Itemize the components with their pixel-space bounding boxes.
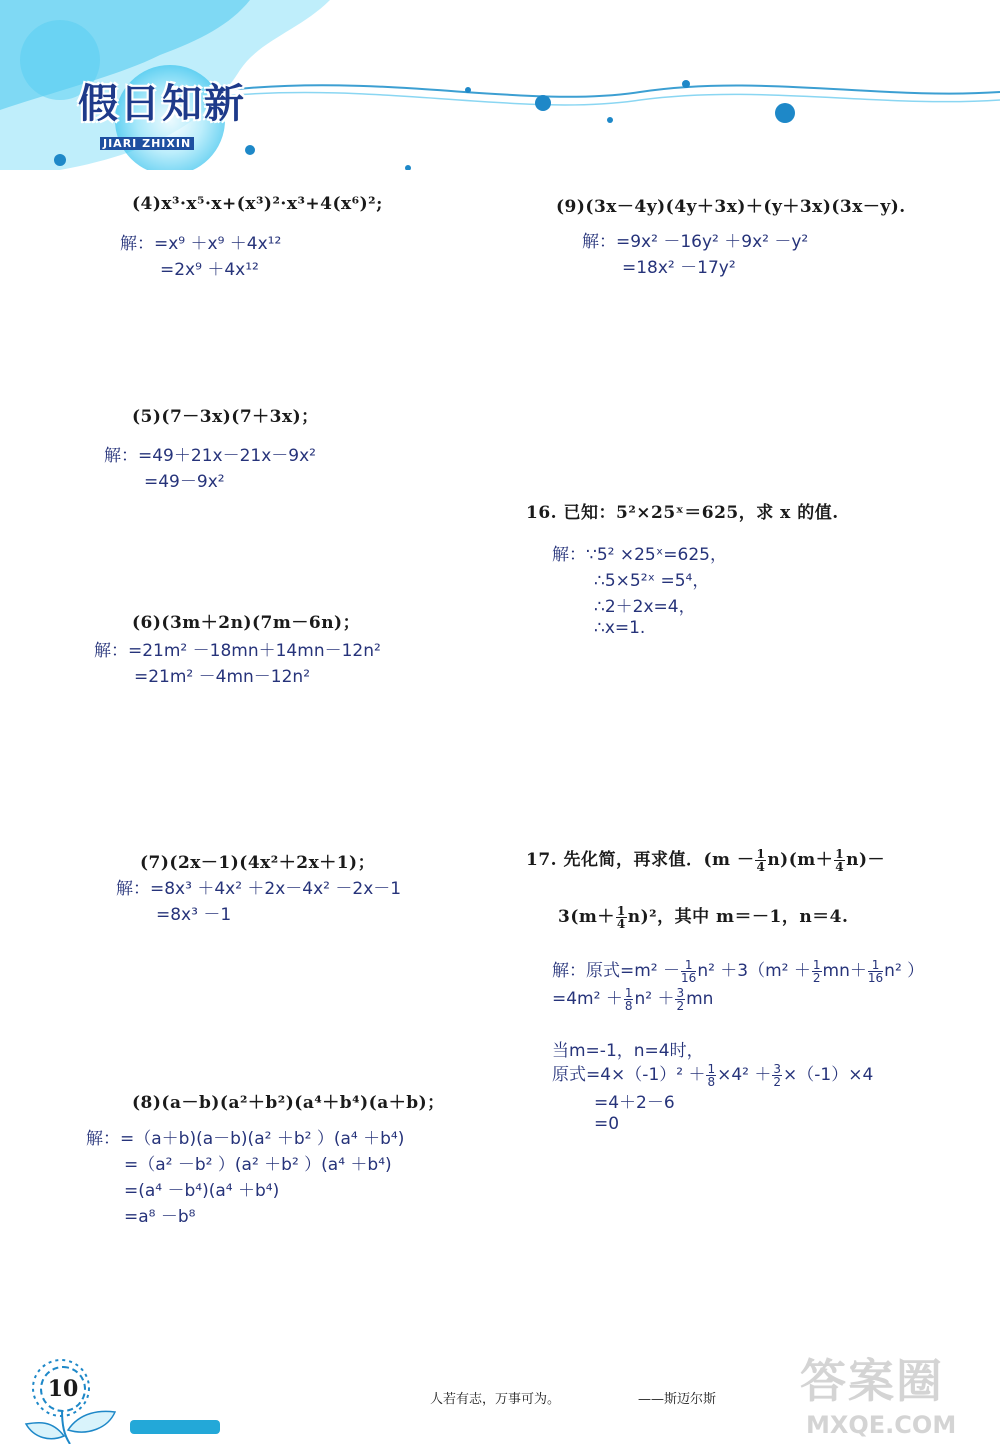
problem-8-answer-line-2: =（a² －b² ）(a² ＋b² ）(a⁴ ＋b⁴): [124, 1155, 392, 1175]
fraction-one-half: $\frac{1}{2}$: [812, 957, 821, 985]
fraction-one-eighth: $\frac{1}{8}$: [707, 1061, 716, 1089]
problem-5-question: (5)(7－3x)(7＋3x)；: [132, 407, 319, 427]
problem-6-answer-line-1: 解：=21m² －18mn＋14mn－12n²: [94, 641, 381, 661]
logo-title: 假日知新: [78, 81, 246, 127]
fraction-three-halves: $\frac{3}{2}$: [676, 985, 685, 1013]
problem-16-answer-line-4: ∴x=1.: [594, 618, 646, 638]
problem-17-question-line-1: [526, 845, 885, 873]
problem-4-answer-line-2: =2x⁹ ＋4x¹²: [160, 260, 259, 280]
problem-17-step-2: =4m² ＋ $\frac{1}{8}$ n² ＋ $\frac{3}{2}$ mn: [552, 985, 714, 1013]
fraction-one-quarter: $\frac{1}{4}$: [756, 847, 766, 874]
problem-17-step-3: 当m=-1，n=4时，: [552, 1041, 704, 1061]
problem-16-answer-line-3: ∴2＋2x=4，: [594, 597, 696, 617]
fraction-one-eighth: $\frac{1}{8}$: [624, 985, 633, 1013]
fraction-one-sixteenth: $\frac{1}{16}$: [867, 957, 884, 985]
problem-7-answer-line-1: 解：=8x³ ＋4x² ＋2x－4x² －2x－1: [116, 879, 402, 899]
problem-17-text: n)²，其中 m＝－1，n＝4.: [627, 907, 849, 927]
problem-17-step-5: =4＋2－6: [594, 1093, 675, 1113]
problem-17-text: n)－: [846, 850, 886, 870]
problem-6-question: (6)(3m＋2n)(7m－6n)；: [132, 613, 361, 633]
problem-9-question: (9)(3x－4y)(4y＋3x)＋(y＋3x)(3x－y).: [556, 197, 906, 217]
fraction-one-sixteenth: $\frac{1}{16}$: [681, 957, 697, 985]
problem-17-text: 17. 先化简，再求值．(m －: [526, 850, 755, 870]
problem-6-answer-line-2: =21m² －4mn－12n²: [134, 667, 311, 687]
logo-subtitle: JIARI ZHIXIN: [100, 137, 194, 150]
problem-9-answer-line-2: =18x² －17y²: [622, 258, 736, 278]
footer-tab: [130, 1420, 220, 1434]
problem-4-answer-line-1: 解：=x⁹ ＋x⁹ ＋4x¹²: [120, 234, 282, 254]
footer-quote: 人若有志，万事可为。: [430, 1392, 561, 1407]
page-number: 10: [40, 1366, 86, 1412]
problem-5-answer-line-2: =49－9x²: [144, 472, 225, 492]
watermark: [800, 1345, 956, 1439]
problem-16-answer-line-1: 解：∵5² ×25ˣ=625，: [552, 545, 727, 565]
fraction-three-halves: $\frac{3}{2}$: [773, 1061, 782, 1089]
problem-17-step-4: 原式=4×（-1）² ＋ $\frac{1}{8}$ ×4² ＋ $\frac{3}{2}$ ×（-1）×4: [552, 1061, 874, 1089]
problem-17-text: 3(m＋: [558, 907, 615, 927]
problem-17-text: n)(m＋: [767, 850, 834, 870]
problem-8-answer-line-4: =a⁸ －b⁸: [124, 1207, 196, 1227]
problem-8-answer-line-1: 解：=（a＋b)(a－b)(a² ＋b² ）(a⁴ ＋b⁴): [86, 1129, 405, 1149]
watermark-url: MXQE.COM: [806, 1411, 957, 1439]
watermark-text: 答案圈: [800, 1354, 944, 1408]
problem-4-question: (4)x³·x⁵·x+(x³)²·x³+4(x⁶)²;: [132, 194, 383, 214]
problem-16-question: 16. 已知：5²×25ˣ＝625，求 x 的值.: [526, 503, 839, 523]
problem-8-question: (8)(a－b)(a²＋b²)(a⁴＋b⁴)(a＋b)；: [132, 1093, 445, 1113]
problem-5-answer-line-1: 解：=49＋21x－21x－9x²: [104, 446, 316, 466]
fraction-one-quarter: $\frac{1}{4}$: [616, 904, 626, 931]
problem-17-step-1: 解：原式=m² － $\frac{1}{16}$ n² ＋3（m² ＋ $\frac{1}{2}$ mn＋ $\frac{1}{16}$ n² ）: [552, 957, 925, 985]
problem-17-question-line-2: [558, 902, 848, 930]
problem-7-answer-line-2: =8x³ －1: [156, 905, 232, 925]
footer-author: ——斯迈尔斯: [638, 1392, 717, 1407]
fraction-one-quarter: $\frac{1}{4}$: [835, 847, 845, 874]
problem-7-question: (7)(2x－1)(4x²＋2x＋1)；: [140, 853, 376, 873]
problem-8-answer-line-3: =(a⁴ －b⁴)(a⁴ ＋b⁴): [124, 1181, 280, 1201]
problem-16-answer-line-2: ∴5×5²ˣ =5⁴，: [594, 571, 710, 591]
problem-9-answer-line-1: 解：=9x² －16y² ＋9x² －y²: [582, 232, 809, 252]
problem-17-step-6: =0: [594, 1114, 620, 1134]
